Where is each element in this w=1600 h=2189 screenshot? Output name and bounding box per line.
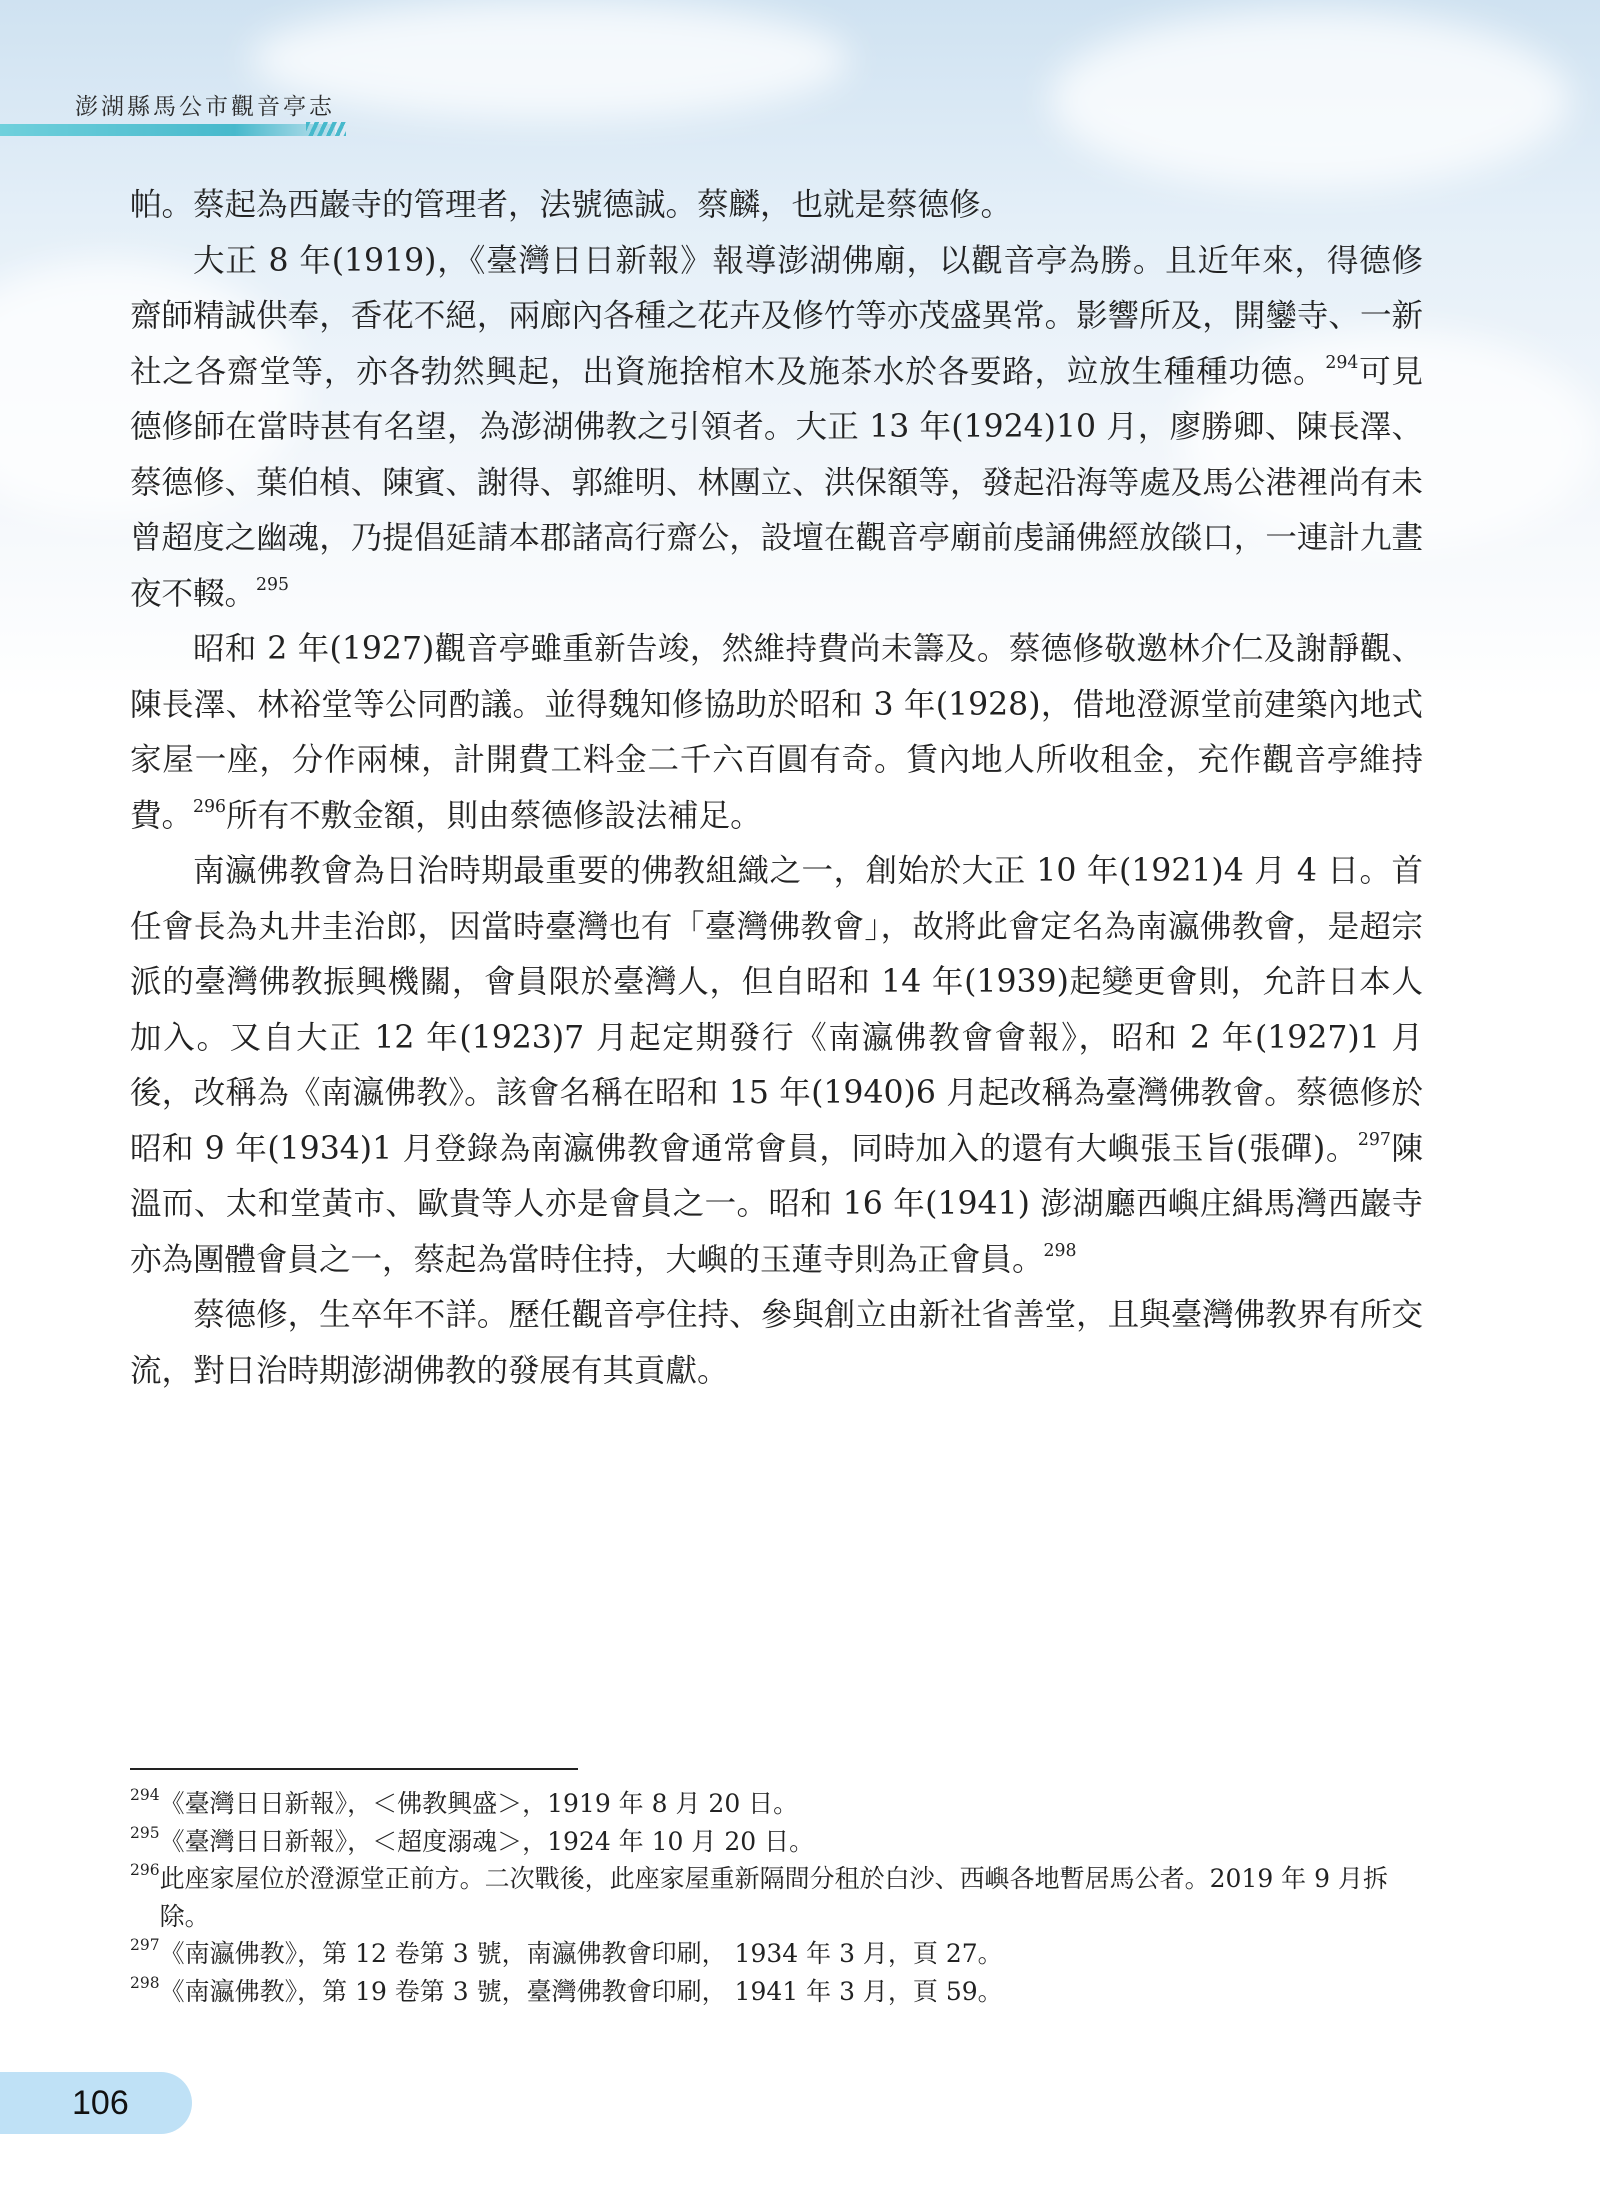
paragraph [130,234,1423,623]
footnote-ref[interactable]: 296 [193,796,227,817]
header-stripes [306,122,346,136]
footnote-ref[interactable]: 294 [1325,352,1359,373]
footnote-item [130,1785,1420,1823]
paragraph [130,622,1423,844]
footnote-ref[interactable]: 295 [256,574,290,595]
paragraph [130,1288,1423,1399]
footnote-item [130,1935,1420,1973]
footnote-ref[interactable]: 298 [1043,1240,1077,1261]
footnote-item [130,1860,1420,1935]
body-text [130,178,1423,1399]
footnote-number: 296 [130,1861,160,1879]
paragraph-text: 昭和 2 年(1927)觀音亭雖重新告竣，然維持費尚未籌及。蔡德修敬邀林介仁及謝靜觀、陳長澤、林裕堂等公同酌議。並得魏知修協助於昭和 3 年(1928)，借地澄源堂前建築內地式家屋一座，分作兩棟，計開費工料金二千六百圓有奇。賃內地人所收租金，充作觀音亭維持費。 [130,631,1423,834]
footnote-item [130,1823,1420,1861]
paragraph [130,844,1423,1288]
footnote-number: 295 [130,1823,160,1842]
paragraph-text: 帕。蔡起為西巖寺的管理者，法號德誠。蔡麟，也就是蔡德修。 [130,187,1013,223]
page-number: 106 [72,2084,129,2122]
running-header [0,78,1600,138]
paragraph-text: 大正 8 年(1919)，《臺灣日日新報》報導澎湖佛廟，以觀音亭為勝。且近年來，得德修齋師精誠供奉，香花不絕，兩廊內各種之花卉及修竹等亦茂盛異常。影響所及，開鑾寺、一新社之各齋堂等，亦各勃然興起，出資施捨棺木及施茶水於各要路，竝放生種種功德。 [130,242,1423,390]
page-number-tab [0,2072,192,2134]
paragraph-text: 南瀛佛教會為日治時期最重要的佛教組織之一，創始於大正 10 年(1921)4 月 4 日。首任會長為丸井圭治郎，因當時臺灣也有「臺灣佛教會」，故將此會定名為南瀛佛教會，是超宗派的臺灣佛教振興機關，會員限於臺灣人，但自昭和 14 年(1939)起變更會則，允許日本人加入。又自大正 12 年(1923)7 月起定期發行《南瀛佛教會會報》，昭和 2 年(1927)1 月後，改稱為《南瀛佛教》。該會名稱在昭和 15 年(1940)6 月起改稱為臺灣佛教會。蔡德修於昭和 9 年(1934)1 月登錄為南瀛佛教會通常會員，同時加入的還有大嶼張玉旨(張磾)。 [130,853,1423,1167]
header-accent-bar [0,124,335,136]
paragraph-text: 所有不敷金額，則由蔡德修設法補足。 [226,797,762,834]
paragraph-text: 可見德修師在當時甚有名望，為澎湖佛教之引領者。大正 13 年(1924)10 月，廖勝卿、陳長澤、蔡德修、葉伯楨、陳賓、謝得、郭維明、林團立、洪保額等，發起沿海等處及馬公港裡尚有未曾超度之幽魂，乃提倡延請本郡諸高行齋公，設壇在觀音亭廟前虔誦佛經放燄口，一連計九晝夜不輟。 [130,353,1423,612]
footnote-number: 298 [130,1973,160,1992]
footnote-number: 297 [130,1936,160,1954]
book-title: 澎湖縣馬公市觀音亭志 [75,94,335,120]
footnote-ref[interactable]: 297 [1357,1129,1391,1150]
footnote-text: 《臺灣日日新報》，＜佛教興盛＞，1919 年 8 月 20 日。 [159,1789,799,1818]
footnote-text: 《臺灣日日新報》，＜超度溺魂＞，1924 年 10 月 20 日。 [159,1826,815,1856]
footnote-item [130,1973,1420,2011]
paragraph-text: 陳溫而、太和堂黃市、歐貴等人亦是會員之一。昭和 16 年(1941) 澎湖廳西嶼庄緝馬灣西巖寺亦為團體會員之一，蔡起為當時住持，大嶼的玉蓮寺則為正會員。 [130,1130,1423,1278]
footnote-text: 此座家屋位於澄源堂正前方。二次戰後，此座家屋重新隔間分租於白沙、西嶼各地暫居馬公者。2019 年 9 月拆除。 [159,1864,1388,1931]
footnote-text: 《南瀛佛教》，第 19 卷第 3 號，臺灣佛教會印刷， 1941 年 3 月，頁 59。 [159,1976,1003,2006]
footnote-number: 294 [130,1786,160,1804]
paragraph [130,178,1423,234]
paragraph-text: 蔡德修，生卒年不詳。歷任觀音亭住持、參與創立由新社省善堂，且與臺灣佛教界有所交流，對日治時期澎湖佛教的發展有其貢獻。 [130,1297,1423,1389]
footnotes [130,1785,1420,2010]
footnote-text: 《南瀛佛教》，第 12 卷第 3 號，南瀛佛教會印刷， 1934 年 3 月，頁 27。 [159,1939,1003,1968]
footnote-divider [130,1768,578,1770]
